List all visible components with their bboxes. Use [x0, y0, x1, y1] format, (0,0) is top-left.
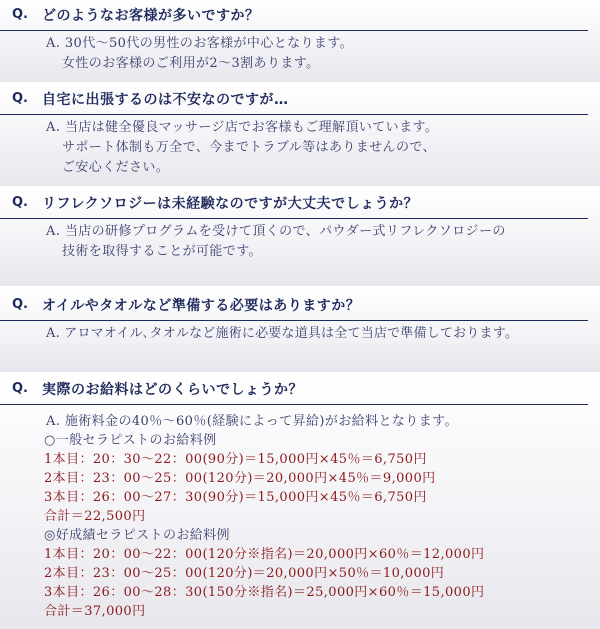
example-total: 合計＝22,500円: [44, 509, 146, 524]
question-text: 自宅に出張するのは不安なのですが…: [42, 92, 289, 108]
q-mark: Q.: [12, 91, 28, 106]
question-row: [0, 0, 600, 30]
divider: [0, 320, 588, 321]
salary-examples: [44, 431, 592, 621]
example-title: ○一般セラピストのお給料例: [44, 433, 217, 448]
answer-line: 技術を取得することが可能です。: [62, 244, 262, 259]
answer-line: A. 30代～50代の男性のお客様が中心となります。: [46, 36, 354, 51]
faq-item: [0, 374, 600, 629]
example-total: 合計＝37,000円: [44, 604, 146, 619]
q-mark: Q.: [12, 195, 28, 210]
answer-line: A. アロマオイル､タオルなど施術に必要な道具は全て当店で準備しております。: [46, 326, 519, 341]
example-row: 1本目：20：00～22：00(120分※指名)＝20,000円×60％＝12,000円: [44, 547, 485, 562]
divider: [0, 30, 588, 31]
q-mark: Q.: [12, 7, 28, 22]
answer-line: サポート体制も万全で、今までトラブル等はありませんので、: [62, 140, 436, 155]
faq-item: [0, 0, 600, 82]
q-mark: Q.: [12, 297, 28, 312]
answer-line: A. 当店は健全優良マッサージ店でお客様もご理解頂いています。: [46, 120, 439, 135]
example-row: 3本目：26：00～28：30(150分※指名)＝25,000円×60％＝15,000円: [44, 585, 485, 600]
answer: [46, 34, 592, 74]
answer-line: ご安心ください。: [62, 160, 170, 175]
answer-line: 女性のお客様のご利用が2～3割あります。: [62, 56, 320, 71]
example-title: ◎好成績セラピストのお給料例: [44, 528, 230, 543]
divider: [0, 114, 588, 115]
example-row: 3本目：26：00～27：30(90分)＝15,000円×45％＝6,750円: [44, 490, 427, 505]
q-mark: Q.: [12, 381, 28, 396]
question-row: [0, 188, 600, 218]
answer-line: A. 施術料金の40％～60％(経験によって昇給)がお給料となります。: [46, 414, 458, 429]
answer: [46, 118, 592, 178]
answer: [46, 324, 592, 344]
answer: [46, 412, 592, 431]
question-row: [0, 374, 600, 404]
divider: [0, 218, 588, 219]
question-text: どのようなお客様が多いですか？: [42, 8, 260, 24]
example-row: 1本目：20：30～22：00(90分)＝15,000円×45％＝6,750円: [44, 452, 427, 467]
answer: [46, 222, 592, 262]
question-text: オイルやタオルなど準備する必要はありますか？: [42, 298, 361, 314]
faq-item: [0, 188, 600, 286]
faq-item: [0, 290, 600, 372]
question-row: [0, 290, 600, 320]
question-row: [0, 84, 600, 114]
divider: [0, 404, 588, 405]
question-text: 実際のお給料はどのくらいでしょうか？: [42, 382, 303, 398]
example-row: 2本目：23：00～25：00(120分)＝20,000円×45％＝9,000円: [44, 471, 436, 486]
example-row: 2本目：23：00～25：00(120分)＝20,000円×50％＝10,000円: [44, 566, 445, 581]
faq-item: [0, 84, 600, 186]
question-text: リフレクソロジーは未経験なのですが大丈夫でしょうか？: [42, 196, 419, 212]
answer-line: A. 当店の研修プログラムを受けて頂くので、パウダー式リフレクソロジーの: [46, 224, 506, 239]
